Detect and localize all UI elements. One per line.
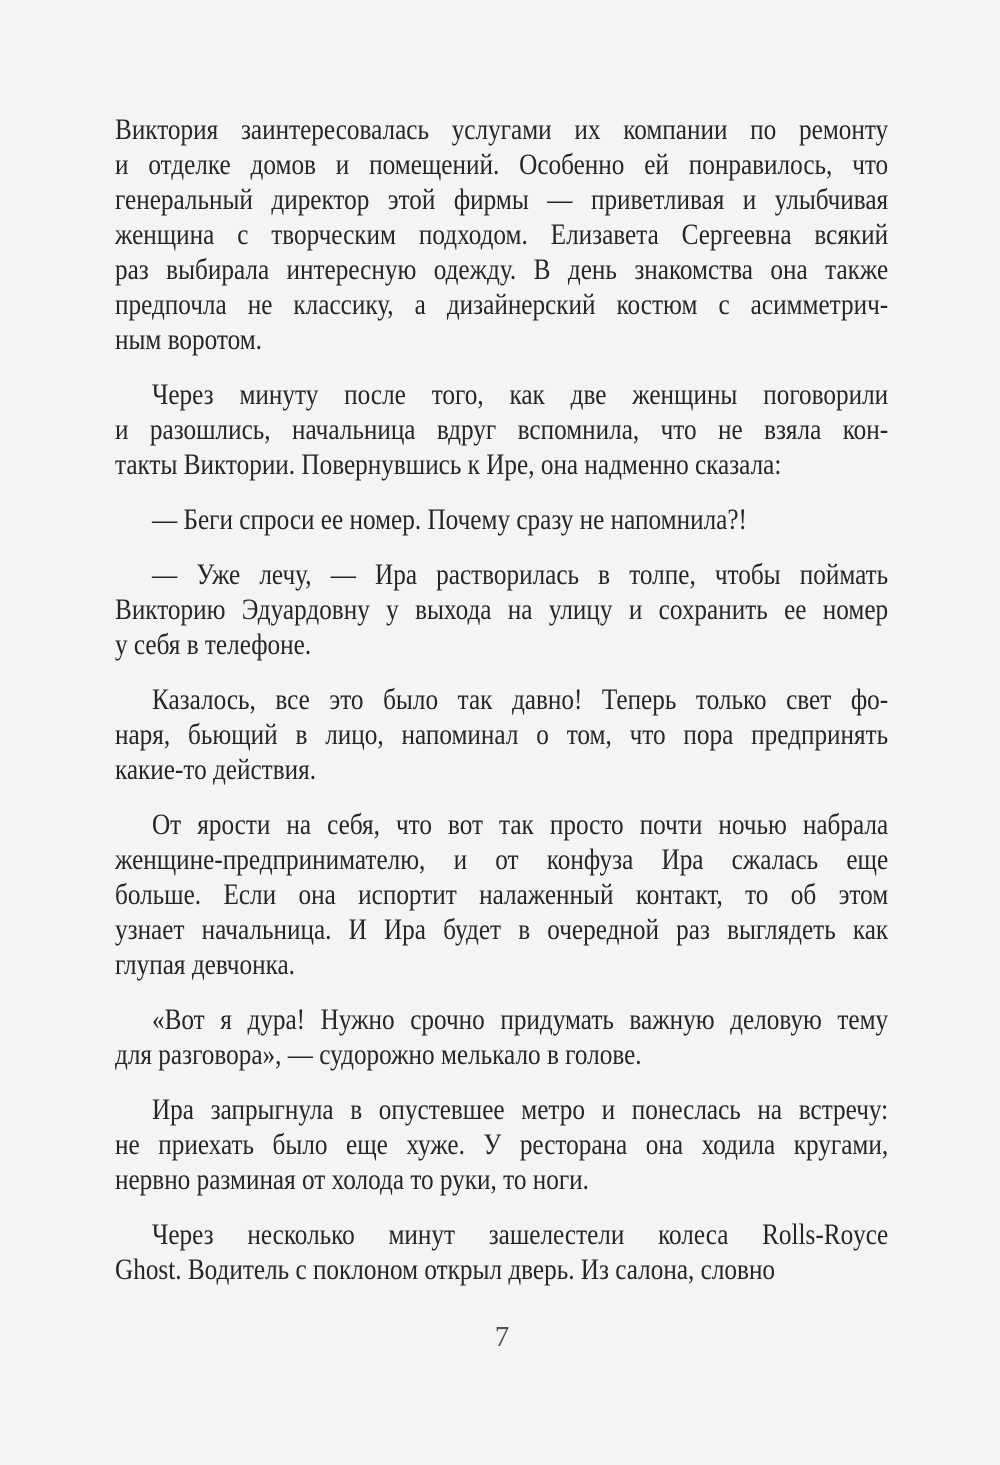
text-line: какие-то действия. — [115, 753, 317, 786]
text-line: предпочла не классику, а дизайнерский костюм с асимметрич- — [115, 288, 889, 321]
text-line: — Беги спроси ее номер. Почему сразу не напомнила?! — [151, 503, 747, 536]
text-line: Ghost. Водитель с поклоном открыл дверь. Из салона, словно — [115, 1253, 776, 1286]
text-line: раз выбирала интересную одежду. В день знакомства она также — [115, 253, 889, 286]
paragraph — [115, 112, 889, 357]
text-line: глупая девчонка. — [115, 948, 295, 981]
text-line: узнает начальница. И Ира будет в очередной раз выглядеть как — [115, 913, 889, 946]
text-line: больше. Если она испортит налаженный контакт, то об этом — [115, 878, 889, 911]
paragraph — [115, 807, 889, 982]
text-line: Викторию Эдуардовну у выхода на улицу и сохранить ее номер — [115, 593, 889, 626]
paragraph — [115, 1002, 889, 1072]
text-line: «Вот я дура! Нужно срочно придумать важную деловую тему — [151, 1003, 889, 1036]
text-line: От ярости на себя, что вот так просто почти ночью набрала — [151, 808, 889, 841]
text-line: у себя в телефоне. — [115, 628, 312, 661]
text-line: — Уже лечу, — Ира растворилась в толпе, чтобы поймать — [151, 558, 889, 591]
text-line: генеральный директор этой фирмы — приветливая и улыбчивая — [115, 183, 889, 216]
text-line: женщина с творческим подходом. Елизавета Сергеевна всякий — [115, 218, 889, 251]
page-number: 7 — [494, 1321, 510, 1353]
paragraph — [115, 1217, 889, 1287]
paragraph — [115, 377, 889, 482]
paragraph — [115, 1092, 889, 1197]
text-line: и отделке домов и помещений. Особенно ей понравилось, что — [115, 148, 889, 181]
text-line: ным воротом. — [115, 323, 262, 356]
paragraph — [115, 682, 889, 787]
text-line: Казалось, все это было так давно! Теперь только свет фо- — [151, 683, 889, 716]
paragraph — [115, 557, 889, 662]
text-line: наря, бьющий в лицо, напоминал о том, что пора предпринять — [115, 718, 889, 751]
text-line: для разговора», — судорожно мелькало в голове. — [115, 1038, 642, 1071]
text-line: Через минуту после того, как две женщины поговорили — [151, 378, 889, 411]
text-line: женщине-предпринимателю, и от конфуза Ира сжалась еще — [115, 843, 889, 876]
text-line: и разошлись, начальница вдруг вспомнила, что не взяла кон- — [115, 413, 889, 446]
text-line: нервно разминая от холода то руки, то ноги. — [115, 1163, 589, 1196]
text-line: Виктория заинтересовалась услугами их компании по ремонту — [115, 113, 889, 146]
text-line: такты Виктории. Повернувшись к Ире, она надменно сказала: — [115, 448, 782, 481]
text-line: не приехать было еще хуже. У ресторана она ходила кругами, — [115, 1128, 889, 1161]
text-block — [115, 112, 889, 1287]
text-line: Ира запрыгнула в опустевшее метро и понеслась на встречу: — [151, 1093, 889, 1126]
text-line: Через несколько минут зашелестели колеса Rolls-Royce — [151, 1218, 889, 1251]
paragraph — [115, 502, 889, 537]
